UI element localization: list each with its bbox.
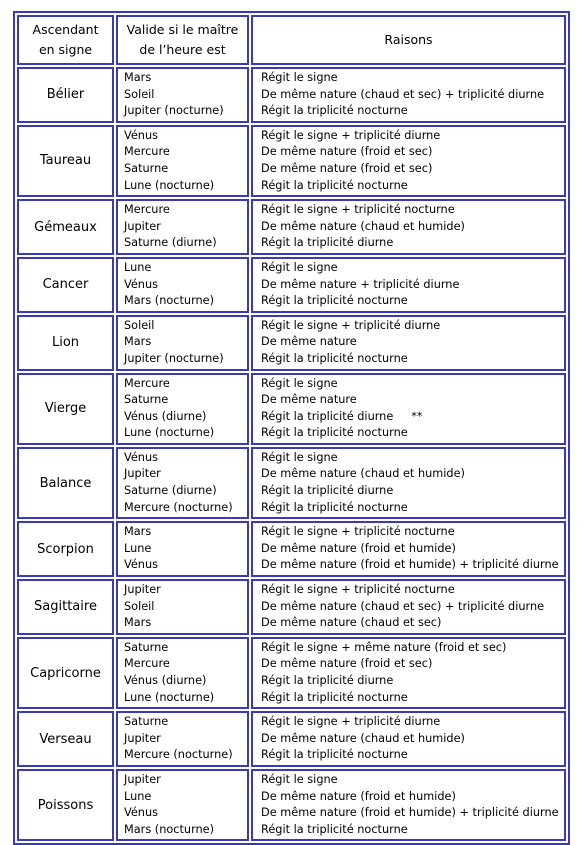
master-item: Soleil	[124, 599, 155, 613]
header-master-line2: de l’heure est	[139, 42, 226, 57]
reasons-cell	[251, 199, 566, 255]
reason-item: Régit le signe + même nature (froid et sec)	[261, 640, 507, 654]
master-item: Mars	[124, 335, 152, 349]
sign-cell: Sagittaire	[17, 579, 114, 635]
master-item: Mars (nocturne)	[124, 294, 215, 308]
reason-item: De même nature (froid et humide) + triplicité diurne	[261, 558, 559, 572]
masters-cell	[116, 769, 249, 841]
master-item: Jupiter	[124, 583, 161, 597]
reasons-cell	[251, 637, 566, 709]
master-item: Vénus (diurne)	[124, 409, 207, 423]
reason-item: Régit la triplicité nocturne	[261, 690, 408, 704]
reasons-cell	[251, 315, 566, 371]
masters-cell	[116, 125, 249, 197]
master-item: Jupiter	[124, 772, 161, 786]
master-item: Vénus (diurne)	[124, 674, 207, 687]
table-row	[17, 711, 566, 767]
table-row	[17, 257, 566, 313]
master-item: Saturne (diurne)	[124, 484, 217, 498]
table-body	[17, 67, 566, 841]
sign-cell: Cancer	[17, 257, 114, 313]
master-item: Vénus	[124, 558, 159, 572]
masters-cell	[116, 447, 249, 519]
masters-cell	[116, 521, 249, 577]
reason-item: De même nature + triplicité diurne	[261, 277, 460, 291]
master-item: Jupiter (nocturne)	[124, 351, 224, 365]
reason-item: De même nature (chaud et sec) + triplicité diurne	[261, 599, 545, 613]
master-item: Soleil	[124, 87, 155, 101]
header-ascendant-line1: Ascendant	[32, 22, 99, 37]
reason-item: De même nature (froid et sec)	[261, 657, 433, 671]
master-item: Lune	[124, 260, 152, 274]
reason-item: Régit la triplicité nocturne	[261, 822, 408, 836]
reason-item: Régit le signe + triplicité diurne	[261, 128, 441, 142]
master-item: Lune (nocturne)	[124, 690, 215, 704]
reason-item: Régit la triplicité diurne	[261, 674, 394, 687]
reason-item: De même nature (chaud et sec) + triplicité diurne	[261, 87, 545, 101]
reason-item: Régit la triplicité nocturne	[261, 178, 408, 192]
table-row	[17, 125, 566, 197]
master-item: Jupiter	[124, 219, 161, 233]
master-item: Saturne	[124, 715, 169, 729]
ascendant-table	[13, 11, 570, 845]
reason-item: Régit la triplicité nocturne	[261, 104, 408, 118]
master-item: Jupiter	[124, 467, 161, 481]
table-row	[17, 315, 566, 371]
master-item: Lune	[124, 541, 152, 555]
sign-cell: Balance	[17, 447, 114, 519]
header-master	[116, 15, 249, 65]
master-item: Saturne	[124, 161, 169, 175]
reason-item: Régit la triplicité nocturne	[261, 500, 408, 514]
master-item: Vénus	[124, 806, 159, 820]
masters-cell	[116, 199, 249, 255]
sign-cell: Gémeaux	[17, 199, 114, 255]
reason-item: Régit le signe	[261, 71, 338, 84]
sign-cell: Scorpion	[17, 521, 114, 577]
sign-cell: Taureau	[17, 125, 114, 197]
masters-cell	[116, 373, 249, 445]
table-container	[13, 11, 570, 845]
master-item: Lune	[124, 789, 152, 803]
sign-cell: Capricorne	[17, 637, 114, 709]
reasons-cell	[251, 373, 566, 445]
reason-item: Régit la triplicité nocturne	[261, 351, 408, 365]
table-row	[17, 67, 566, 123]
master-item: Saturne	[124, 640, 169, 654]
reason-item: De même nature (froid et humide) + triplicité diurne	[261, 806, 559, 820]
reason-item: Régit la triplicité diurne	[261, 484, 394, 498]
reason-item: Régit la triplicité diurne **	[261, 409, 423, 423]
master-item: Mercure	[124, 376, 170, 390]
master-item: Mercure	[124, 203, 170, 217]
sign-cell: Bélier	[17, 67, 114, 123]
master-item: Lune (nocturne)	[124, 178, 215, 192]
masters-cell	[116, 637, 249, 709]
reason-item: De même nature (froid et humide)	[261, 789, 456, 803]
reason-item: Régit le signe + triplicité diurne	[261, 715, 441, 729]
master-item: Mercure (nocturne)	[124, 748, 233, 762]
master-item: Saturne (diurne)	[124, 236, 217, 250]
reason-item: Régit le signe + triplicité diurne	[261, 318, 441, 332]
reason-item: Régit le signe	[261, 772, 338, 786]
header-ascendant	[17, 15, 114, 65]
reason-item: De même nature (chaud et sec)	[261, 616, 442, 630]
master-item: Lune (nocturne)	[124, 426, 215, 440]
masters-cell	[116, 579, 249, 635]
reasons-cell	[251, 67, 566, 123]
table-row	[17, 769, 566, 841]
reason-item: Régit le signe	[261, 450, 338, 464]
reasons-cell	[251, 447, 566, 519]
master-item: Soleil	[124, 318, 155, 332]
master-item: Mars	[124, 616, 152, 630]
master-item: Mercure (nocturne)	[124, 500, 233, 514]
masters-cell	[116, 711, 249, 767]
reason-item: Régit la triplicité nocturne	[261, 748, 408, 762]
master-item: Saturne	[124, 393, 169, 407]
reasons-cell	[251, 769, 566, 841]
master-item: Mercure	[124, 145, 170, 159]
reason-item: De même nature	[261, 335, 357, 349]
master-item: Jupiter (nocturne)	[124, 104, 224, 118]
reason-item: Régit le signe	[261, 260, 338, 274]
table-row	[17, 637, 566, 709]
master-item: Vénus	[124, 450, 159, 464]
table-row	[17, 373, 566, 445]
reason-item: De même nature (froid et sec)	[261, 161, 433, 175]
reason-item: De même nature (chaud et humide)	[261, 219, 465, 233]
header-ascendant-line2: en signe	[38, 42, 93, 57]
reason-item: Régit la triplicité diurne	[261, 236, 394, 250]
sign-cell: Verseau	[17, 711, 114, 767]
master-item: Mars	[124, 71, 152, 84]
master-item: Vénus	[124, 277, 159, 291]
reason-item: De même nature (froid et humide)	[261, 541, 456, 555]
reasons-cell	[251, 711, 566, 767]
master-item: Mars (nocturne)	[124, 822, 215, 836]
header-master-line1: Valide si le maître	[126, 22, 239, 37]
reason-item: De même nature (chaud et humide)	[261, 467, 465, 481]
master-item: Jupiter	[124, 731, 161, 745]
sign-cell: Lion	[17, 315, 114, 371]
reasons-cell	[251, 579, 566, 635]
masters-cell	[116, 67, 249, 123]
header-reasons: Raisons	[251, 15, 566, 65]
masters-cell	[116, 257, 249, 313]
sign-cell: Poissons	[17, 769, 114, 841]
reason-item: Régit la triplicité nocturne	[261, 426, 408, 440]
master-item: Mercure	[124, 657, 170, 671]
table-row	[17, 521, 566, 577]
table-row	[17, 579, 566, 635]
master-item: Mars	[124, 525, 152, 539]
reason-item: Régit le signe + triplicité nocturne	[261, 583, 455, 597]
table-row	[17, 447, 566, 519]
sign-cell: Vierge	[17, 373, 114, 445]
reasons-cell	[251, 257, 566, 313]
reason-item: De même nature (chaud et humide)	[261, 731, 465, 745]
masters-cell	[116, 315, 249, 371]
reason-item: De même nature	[261, 393, 357, 407]
reason-item: De même nature (froid et sec)	[261, 145, 433, 159]
reason-item: Régit la triplicité nocturne	[261, 294, 408, 308]
reasons-cell	[251, 125, 566, 197]
reasons-cell	[251, 521, 566, 577]
reason-item: Régit le signe	[261, 376, 338, 390]
reason-item: Régit le signe + triplicité nocturne	[261, 203, 455, 217]
master-item: Vénus	[124, 128, 159, 142]
header-row	[17, 15, 566, 65]
reason-item: Régit le signe + triplicité nocturne	[261, 525, 455, 539]
table-row	[17, 199, 566, 255]
